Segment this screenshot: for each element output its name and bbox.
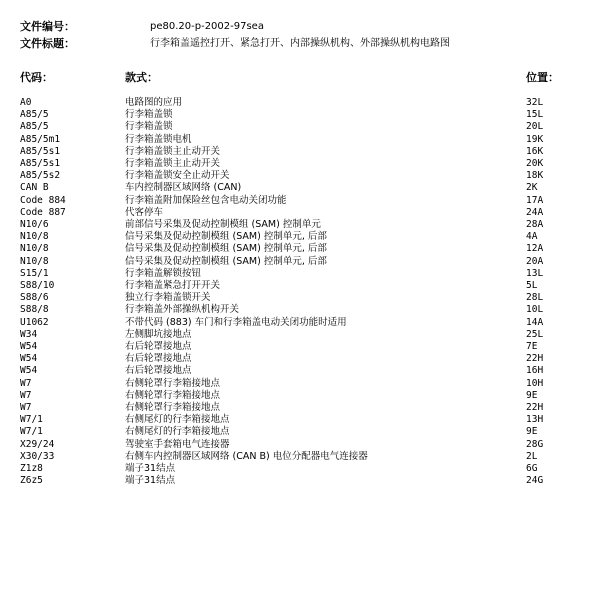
component-description: 右侧尾灯的行李箱接地点 [125, 414, 230, 426]
component-description: 右侧轮罩行李箱接地点 [125, 402, 221, 413]
component-code: N10/8 [20, 255, 49, 267]
component-code: U1062 [20, 316, 49, 328]
component-description: 右后轮罩接地点 [125, 353, 192, 365]
component-description: 端子31结点 [125, 475, 176, 487]
component-code: N10/8 [20, 243, 49, 255]
list-item [0, 439, 602, 451]
style-column-header: 款式： [125, 71, 158, 84]
component-position: 13H [526, 414, 544, 426]
doc-number-value: pe80.20-p-2002-97sea [150, 21, 264, 32]
component-code: X30/33 [20, 450, 55, 462]
component-position: 32L [526, 97, 544, 108]
component-description: 行李箱盖锁 [125, 109, 173, 121]
list-item [0, 292, 602, 304]
component-code: Code 884 [20, 194, 66, 206]
list-item [0, 170, 602, 182]
component-code: W54 [20, 365, 38, 377]
list-item [0, 402, 602, 414]
doc-number-label: 文件编号： [20, 20, 75, 33]
component-code: S88/8 [20, 304, 49, 316]
component-position: 10L [526, 304, 544, 316]
component-code: A85/5 [20, 121, 49, 133]
component-position: 14A [526, 316, 544, 328]
component-description: 行李箱盖锁 [125, 121, 173, 133]
list-item [0, 207, 602, 219]
component-code: A85/5 [20, 109, 49, 121]
component-code: W7 [20, 389, 32, 401]
component-code: W7/1 [20, 426, 43, 438]
list-item [0, 268, 602, 280]
component-position: 7E [526, 341, 538, 352]
component-position: 9E [526, 389, 538, 401]
component-description: 行李箱盖解锁按钮 [125, 267, 202, 279]
list-item [0, 280, 602, 292]
component-position: 16H [526, 365, 544, 377]
list-item [0, 195, 602, 207]
component-position: 9E [526, 426, 538, 438]
component-position: 22H [526, 402, 544, 413]
component-code: A85/5s2 [20, 170, 61, 182]
doc-title-value: 行李箱盖遥控打开、紧急打开、内部操纵机构、外部操纵机构电路图 [150, 38, 450, 49]
position-column-header: 位置： [526, 71, 559, 84]
component-code: X29/24 [20, 438, 55, 450]
list-item [0, 256, 602, 268]
list-item [0, 475, 602, 487]
component-code: A85/5s1 [20, 158, 61, 169]
list-item [0, 451, 602, 463]
component-description: 信号采集及促动控制模组 (SAM) 控制单元, 后部 [125, 255, 327, 267]
component-position: 24A [526, 206, 544, 218]
component-description: 行李箱盖紧急打开开关 [125, 280, 221, 291]
component-description: 右后轮罩接地点 [125, 341, 192, 352]
component-description: 驾驶室手套箱电气连接器 [125, 438, 230, 450]
component-code: W7/1 [20, 414, 43, 426]
list-item [0, 109, 602, 121]
component-description: 独立行李箱盖锁开关 [125, 292, 211, 304]
component-position: 15L [526, 109, 544, 121]
component-code: W7 [20, 377, 32, 389]
list-item [0, 426, 602, 438]
component-description: 不带代码 (883) 车门和行李箱盖电动关闭功能时适用 [125, 316, 347, 328]
component-description: 代客停车 [125, 206, 164, 218]
component-code: S88/6 [20, 292, 49, 304]
component-code: W54 [20, 353, 38, 365]
component-code: Z6z5 [20, 475, 43, 487]
component-description: 行李箱盖锁主止动开关 [125, 158, 221, 169]
component-position: 2L [526, 450, 538, 462]
component-code: S15/1 [20, 267, 49, 279]
component-description: 右后轮罩接地点 [125, 365, 192, 377]
component-position: 13L [526, 267, 544, 279]
component-position: 12A [526, 243, 544, 255]
component-code: CAN B [20, 182, 49, 194]
list-item [0, 353, 602, 365]
list-item [0, 304, 602, 316]
component-description: 行李箱盖附加保险丝包含电动关闭功能 [125, 194, 287, 206]
component-code: Code 887 [20, 206, 66, 218]
list-item [0, 134, 602, 146]
list-item [0, 146, 602, 158]
component-code: A85/5s1 [20, 145, 61, 157]
component-position: 18K [526, 170, 544, 182]
component-position: 10H [526, 377, 544, 389]
component-description: 左侧脚坑接地点 [125, 328, 192, 340]
component-code: A0 [20, 97, 32, 108]
doc-title-label: 文件标题： [20, 37, 75, 50]
list-item [0, 463, 602, 475]
component-position: 20K [526, 158, 544, 169]
component-position: 4A [526, 231, 538, 243]
component-description: 车内控制器区域网络 (CAN) [125, 182, 242, 194]
component-description: 行李箱盖外部操纵机构开关 [125, 304, 240, 316]
component-description: 右侧车内控制器区域网络 (CAN B) 电位分配器电气连接器 [125, 450, 368, 462]
component-position: 16K [526, 145, 544, 157]
component-code: Z1z8 [20, 463, 43, 474]
component-description: 行李箱盖锁电机 [125, 133, 192, 145]
component-code: W54 [20, 341, 38, 352]
component-description: 信号采集及促动控制模组 (SAM) 控制单元, 后部 [125, 243, 327, 255]
list-item [0, 231, 602, 243]
component-position: 19K [526, 133, 544, 145]
component-code: W34 [20, 328, 38, 340]
component-description: 信号采集及促动控制模组 (SAM) 控制单元, 后部 [125, 231, 327, 243]
component-description: 右侧轮罩行李箱接地点 [125, 389, 221, 401]
component-description: 前部信号采集及促动控制模组 (SAM) 控制单元 [125, 219, 321, 230]
component-position: 17A [526, 194, 544, 206]
component-description: 端子31结点 [125, 463, 176, 474]
list-item [0, 414, 602, 426]
list-item [0, 182, 602, 194]
component-code: A85/5m1 [20, 133, 61, 145]
list-item [0, 365, 602, 377]
component-code: N10/8 [20, 231, 49, 243]
component-description: 行李箱盖锁主止动开关 [125, 145, 221, 157]
list-item [0, 121, 602, 133]
list-item [0, 97, 602, 109]
list-item [0, 390, 602, 402]
list-item [0, 378, 602, 390]
component-code: S88/10 [20, 280, 55, 291]
component-position: 24G [526, 475, 544, 487]
component-position: 28A [526, 219, 544, 230]
component-code: W7 [20, 402, 32, 413]
component-position: 2K [526, 182, 538, 194]
component-description: 右侧尾灯的行李箱接地点 [125, 426, 230, 438]
list-item [0, 158, 602, 170]
code-column-header: 代码： [20, 71, 53, 84]
component-description: 电路图的应用 [125, 97, 183, 108]
component-position: 20L [526, 121, 544, 133]
component-description: 行李箱盖锁安全止动开关 [125, 170, 230, 182]
component-position: 20A [526, 255, 544, 267]
component-code: N10/6 [20, 219, 49, 230]
component-position: 22H [526, 353, 544, 365]
list-item [0, 317, 602, 329]
component-position: 5L [526, 280, 538, 291]
component-description: 右侧轮罩行李箱接地点 [125, 377, 221, 389]
list-item [0, 243, 602, 255]
list-item [0, 341, 602, 353]
list-item [0, 329, 602, 341]
list-item [0, 219, 602, 231]
component-position: 6G [526, 463, 538, 474]
component-position: 28G [526, 438, 544, 450]
component-position: 25L [526, 328, 544, 340]
component-position: 28L [526, 292, 544, 304]
